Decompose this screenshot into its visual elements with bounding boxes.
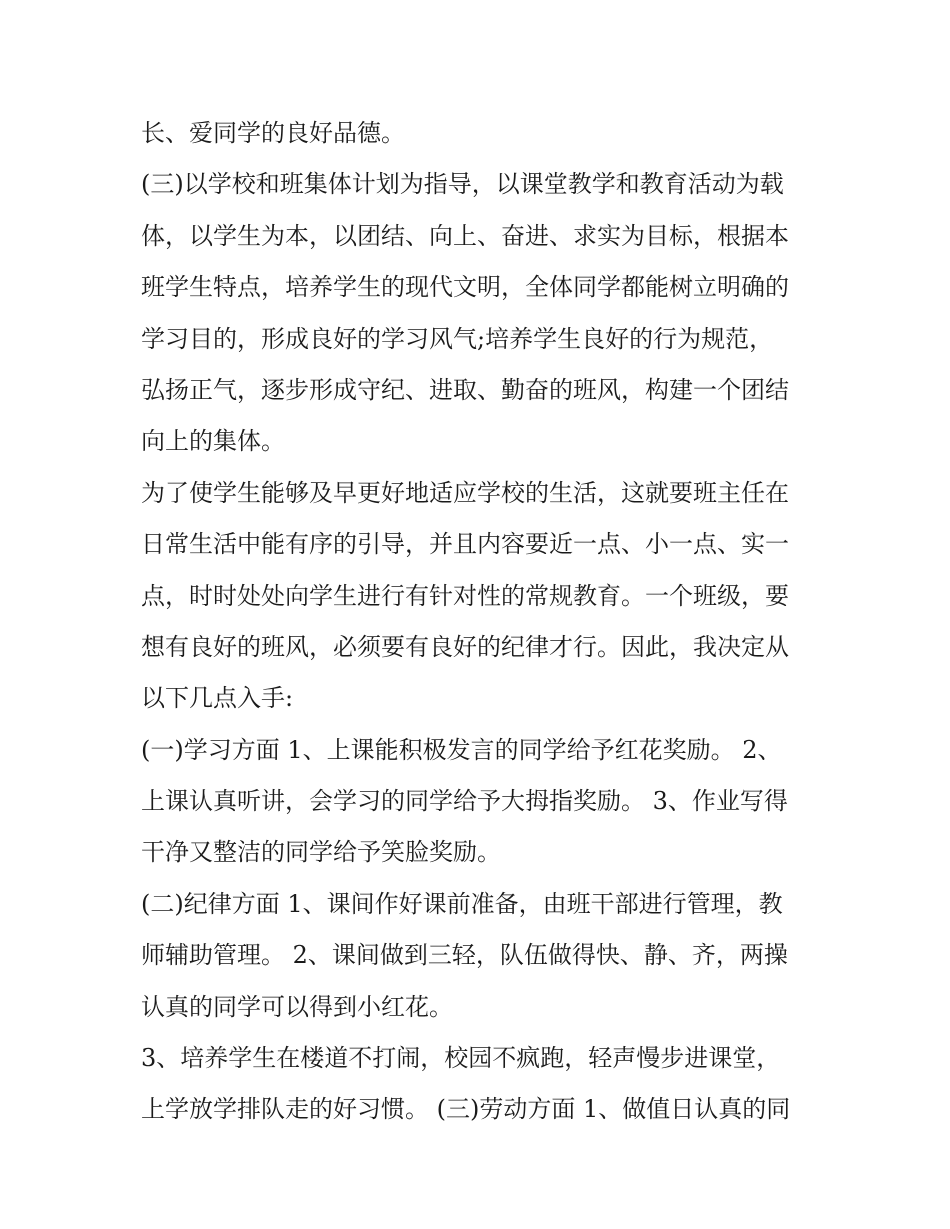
text-line: (三)以学校和班集体计划为指导，以课堂教学和教育活动为载: [141, 170, 784, 199]
text-line: 干净又整洁的同学给予笑脸奖励。: [141, 838, 501, 867]
text-line: 想有良好的班风，必须要有良好的纪律才行。因此，我决定从: [141, 632, 789, 661]
text-line: 体，以学生为本，以团结、向上、奋进、求实为目标，根据本: [141, 221, 789, 250]
text-line: 认真的同学可以得到小红花。: [141, 992, 453, 1021]
text-line: 为了使学生能够及早更好地适应学校的生活，这就要班主任在: [141, 478, 789, 507]
text-line: 长、爱同学的良好品德。: [141, 119, 405, 147]
text-line: 上课认真听讲，会学习的同学给予大拇指奖励。 3、作业写得: [141, 787, 788, 816]
text-line: 师辅助管理。 2、课间做到三轻，队伍做得快、静、齐，两操: [141, 941, 788, 970]
text-line: 班学生特点，培养学生的现代文明，全体同学都能树立明确的: [141, 273, 789, 302]
text-line: (二)纪律方面 1、课间作好课前准备，由班干部进行管理，教: [141, 889, 783, 918]
text-line: 向上的集体。: [141, 427, 285, 456]
text-line: 弘扬正气，逐步形成守纪、进取、勤奋的班风，构建一个团结: [141, 375, 789, 404]
text-line: (一)学习方面 1、上课能积极发言的同学给予红花奖励。 2、: [141, 735, 782, 764]
text-line: 以下几点入手:: [141, 684, 294, 713]
text-line: 学习目的，形成良好的学习风气;培养学生良好的行为规范，: [141, 324, 774, 353]
text-line: 点，时时处处向学生进行有针对性的常规教育。一个班级，要: [141, 581, 789, 610]
text-line: 3、培养学生在楼道不打闹，校园不疯跑，轻声慢步进课堂，: [141, 1044, 781, 1073]
text-line: 上学放学排队走的好习惯。 (三)劳动方面 1、做值日认真的同: [141, 1095, 791, 1124]
document-body: [141, 108, 821, 1136]
text-line: 日常生活中能有序的引导，并且内容要近一点、小一点、实一: [141, 530, 789, 559]
